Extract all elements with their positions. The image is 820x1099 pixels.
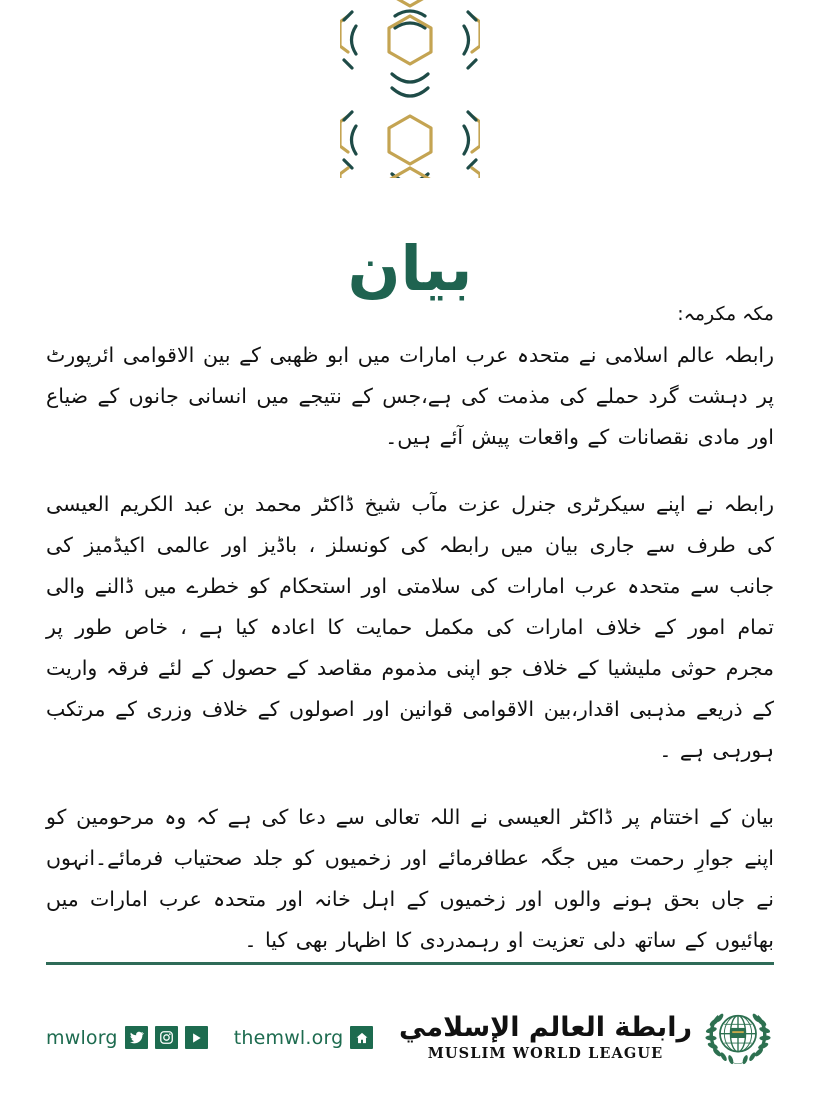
- twitter-icon[interactable]: [125, 1026, 148, 1049]
- social-handle-text: mwlorg: [46, 1026, 118, 1049]
- logo-arabic-name: رابطة العالم الإسلامي: [399, 1012, 692, 1044]
- website-text: themwl.org: [233, 1026, 344, 1049]
- logo-english-name: MUSLIM WORLD LEAGUE: [427, 1044, 664, 1062]
- website-group: [234, 1026, 374, 1049]
- youtube-icon[interactable]: [185, 1026, 208, 1049]
- paragraph-2: رابطہ نے اپنے سیکرٹری جنرل عزت مآب شیخ ڈاکٹر محمد بن عبد الکریم العیسی کی طرف سے جاری بیان میں رابطہ کی کونسلز ، باڈیز اور عالمی اکیڈمیز کی جانب سے متحدہ عرب امارات کی سلامتی اور استحکام کو خطرے میں ڈالنے والی تمام امور کے خلاف امارات کی مکمل حمایت کا اعادہ کیا ہے ، خاص طور پر مجرم حوثی ملیشیا کے خلاف جو اپنی مذموم مقاصد کے حصول کے لئے فرقہ واریت کے ذریعے مذہبی اقدار،بین الاقوامی قوانین اور اصولوں کے خلاف وزری کے مرتکب ہورہی ہے ۔: [46, 491, 774, 762]
- logo-wordmark: [399, 1013, 692, 1062]
- social-handle-group: [46, 1026, 208, 1049]
- footer-divider: [46, 962, 774, 965]
- page-footer: [46, 990, 774, 1085]
- paragraph-3: بیان کے اختتام پر ڈاکٹر العیسی نے اللہ تعالی سے دعا کی ہے کہ وہ مرحومین کو اپنے جوارِ رحمت میں جگہ عطافرمائے اور زخمیوں کو جلد صحتیاب فرمائے۔انہوں نے جاں بحق ہونے والوں اور زخمیوں کے اہل خانہ اور متحدہ عرب امارات میں بھائیوں کے ساتھ دلی تعزیت او رہمدردی کا اظہار بھی کیا ۔: [46, 804, 774, 952]
- document-body: [46, 300, 774, 961]
- header-ornament: [0, 0, 820, 180]
- salutation-line: مکہ مکرمہ:: [677, 303, 774, 325]
- globe-wreath-emblem: [702, 1002, 774, 1074]
- organization-logo: [399, 1002, 774, 1074]
- home-icon[interactable]: [350, 1026, 373, 1049]
- footer-contact-group: [46, 1026, 373, 1049]
- paragraph-1: رابطہ عالم اسلامی نے متحدہ عرب امارات میں ابو ظهبی کے بین الاقوامی ائرپورٹ پر دہشت گرد حملے کی مذمت کی ہے،جس کے نتیجے میں انسانی جانوں کے ضیاع اور مادی نقصانات کے واقعات پیش آئے ہیں۔: [46, 342, 774, 449]
- instagram-icon[interactable]: [155, 1026, 178, 1049]
- page-title: بیان: [347, 231, 473, 305]
